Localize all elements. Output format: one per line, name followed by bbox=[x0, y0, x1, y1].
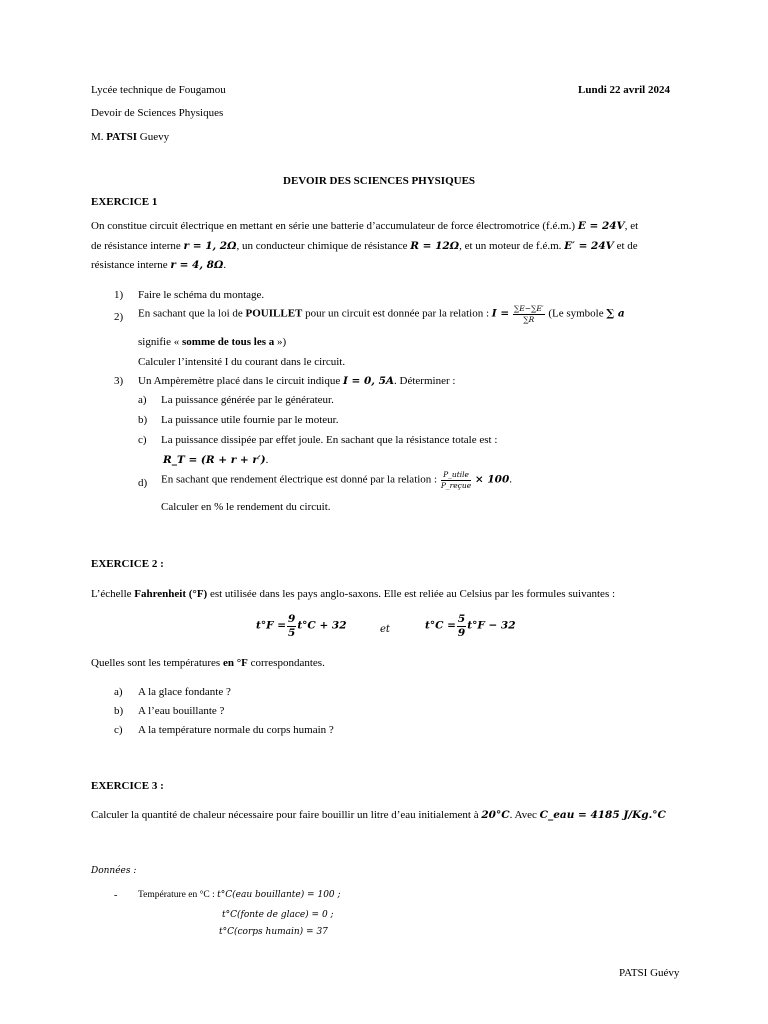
q2-line2: signifie « somme de tous les a ») bbox=[138, 336, 287, 348]
q3b-text: La puissance utile fournie par le moteur. bbox=[161, 414, 339, 426]
donnees-label: Données : bbox=[91, 866, 137, 876]
q3-number: 3) bbox=[114, 375, 124, 387]
q2-number: 2) bbox=[114, 311, 124, 323]
ex1-intro-line3: résistance interne r = 4, 8Ω. bbox=[91, 259, 227, 271]
teacher-first-name: Guevy bbox=[139, 131, 170, 143]
page-title: DEVOIR DES SCIENCES PHYSIQUES bbox=[283, 175, 476, 187]
q3a-text: La puissance générée par le générateur. bbox=[161, 394, 334, 406]
ex3-heading: EXERCICE 3 : bbox=[91, 780, 164, 792]
q1-number: 1) bbox=[114, 289, 124, 301]
ex2c-label: c) bbox=[114, 724, 123, 736]
ex2-intro: L’échelle Fahrenheit (°F) est utilisée dans les pays anglo-saxons. Elle est reliée au Celsius par les formules suivantes : bbox=[91, 588, 616, 600]
ex2a-text: A la glace fondante ? bbox=[138, 686, 231, 698]
school-name: Lycée technique de Fougamou bbox=[91, 84, 226, 96]
q3a-label: a) bbox=[138, 394, 147, 406]
donnees-line3: t°C(corps humain) = 37 bbox=[219, 927, 328, 937]
q3c-text: La puissance dissipée par effet joule. En sachant que la résistance totale est : bbox=[161, 434, 498, 446]
ex2-question: Quelles sont les températures en °F correspondantes. bbox=[91, 657, 325, 669]
ex1-intro-line1: On constitue circuit électrique en mettant en série une batterie d’accumulateur de force électromotrice (f.é.m.) E = 24V, et bbox=[91, 220, 639, 232]
q3c-label: c) bbox=[138, 434, 147, 446]
efficiency-fraction: $\frac{\text{P\_utile}}{\text{P\_reçue}}$ bbox=[440, 470, 472, 490]
teacher bbox=[91, 131, 169, 145]
ex1-intro-line2: de résistance interne r = 1, 2Ω, un conducteur chimique de résistance R = 12Ω, et un moteur de f.é.m. E′ = 24V et de bbox=[91, 240, 638, 252]
pouillet-fraction: $\frac{\sum E-\sum E'}{\sum R}$ bbox=[513, 304, 544, 324]
date: Lundi 22 avril 2024 bbox=[578, 84, 670, 96]
donnees-line2: t°C(fonte de glace) = 0 ; bbox=[222, 910, 334, 920]
teacher-prefix: M. bbox=[91, 131, 104, 143]
teacher-last-name: PATSI bbox=[106, 131, 138, 143]
q2-line3: Calculer l’intensité I du courant dans le circuit. bbox=[138, 356, 346, 368]
conjunction-et: et bbox=[380, 624, 390, 635]
q3-line1: Un Ampèremètre placé dans le circuit indique I = 0, 5A. Déterminer : bbox=[138, 375, 456, 387]
ex2a-label: a) bbox=[114, 686, 123, 698]
q3d-line1: En sachant que rendement électrique est donné par la relation : $\frac{\text{P\_utile}}{\text{P\_reçue}}$ × 100. bbox=[161, 470, 513, 490]
q3d-line2: Calculer en % le rendement du circuit. bbox=[161, 501, 331, 513]
total-resistance-formula: R_T = (R + r + r′). bbox=[163, 454, 269, 466]
q3d-label: d) bbox=[138, 477, 148, 489]
subject: Devoir de Sciences Physiques bbox=[91, 107, 224, 119]
donnees-line1: Température en °C : t°C(eau bouillante) = 100 ; bbox=[138, 890, 341, 900]
formula-celsius: t°C = $\frac{5}{9}$ t°F − 32 bbox=[425, 613, 516, 639]
q3b-label: b) bbox=[138, 414, 148, 426]
ex2-heading: EXERCICE 2 : bbox=[91, 558, 164, 570]
ex1-heading: EXERCICE 1 bbox=[91, 196, 158, 208]
footer-author: PATSI Guévy bbox=[619, 967, 680, 979]
ex2b-label: b) bbox=[114, 705, 124, 717]
q1-text: Faire le schéma du montage. bbox=[138, 289, 265, 301]
q2-line1: En sachant que la loi de POUILLET pour un circuit est donnée par la relation : I = $\frac{\sum E-\sum E'}{\sum R}$ (Le symbole ∑ a bbox=[138, 304, 625, 324]
ex3-text: Calculer la quantité de chaleur nécessaire pour faire bouillir un litre d’eau initialement à 20°C. Avec C_eau = 4185 J/Kg.°C bbox=[91, 809, 666, 821]
ex2b-text: A l’eau bouillante ? bbox=[138, 705, 225, 717]
ex2c-text: A la température normale du corps humain ? bbox=[138, 724, 334, 736]
formula-fahrenheit: t°F = $\frac{9}{5}$ t°C + 32 bbox=[256, 613, 347, 639]
donnees-dash: - bbox=[114, 890, 118, 901]
